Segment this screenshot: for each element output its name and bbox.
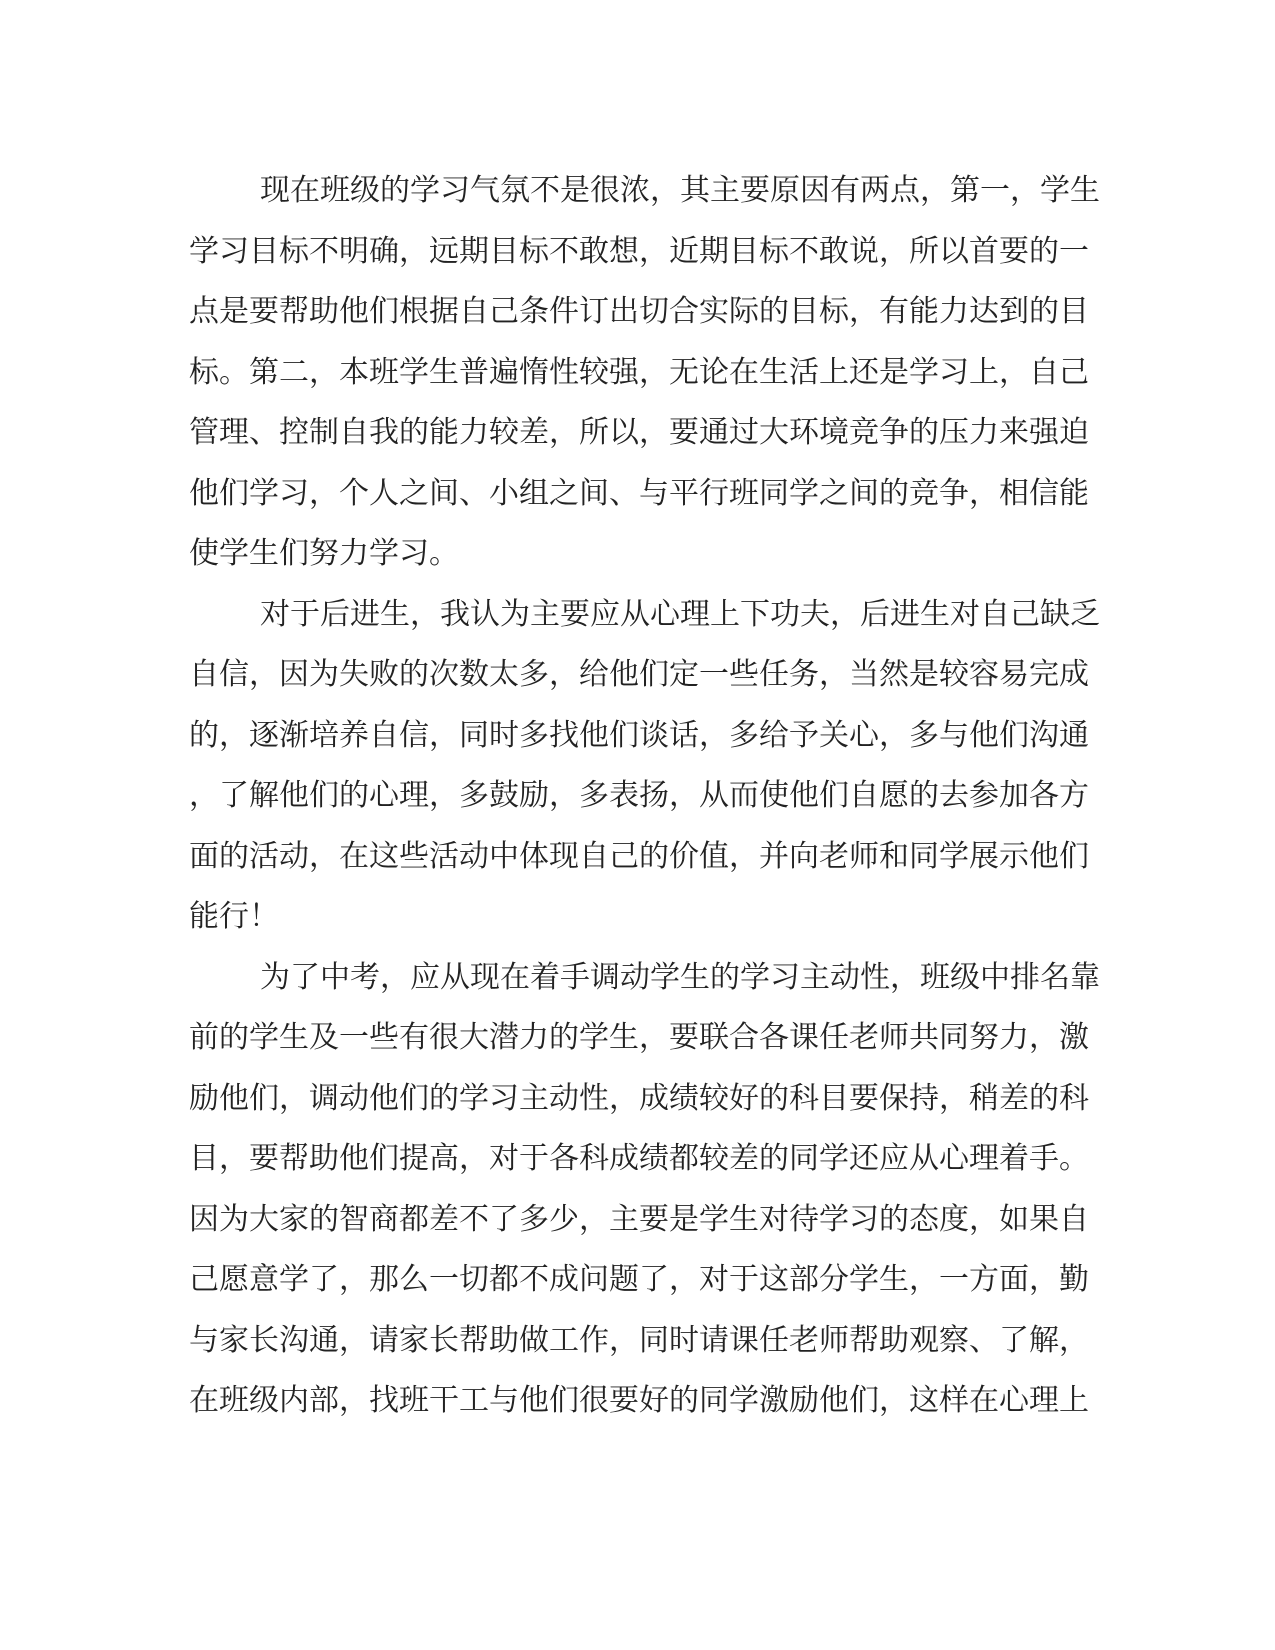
text-line: 与家长沟通，请家长帮助做工作，同时请课任老师帮助观察、了解，	[189, 1322, 1089, 1358]
text-line: 己愿意学了，那么一切都不成问题了，对于这部分学生，一方面，勤	[189, 1262, 1089, 1297]
text-line: 在班级内部，找班干工与他们很要好的同学激励他们，这样在心理上	[189, 1383, 1089, 1418]
text-line: 使学生们努力学习。	[189, 536, 459, 571]
text-line: 励他们，调动他们的学习主动性，成绩较好的科目要保持，稍差的科	[189, 1080, 1089, 1116]
text-line: 因为大家的智商都差不了多少，主要是学生对待学习的态度，如果自	[189, 1201, 1089, 1237]
text-line: 对于后进生，我认为主要应从心理上下功夫，后进生对自己缺乏	[260, 596, 1100, 632]
paragraph-1	[189, 161, 1100, 585]
text-line: 为了中考，应从现在着手调动学生的学习主动性，班级中排名靠	[260, 959, 1100, 995]
text-line: 标。第二，本班学生普遍惰性较强，无论在生活上还是学习上，自己	[189, 354, 1089, 390]
text-line: 目，要帮助他们提高，对于各科成绩都较差的同学还应从心理着手。	[189, 1141, 1089, 1176]
text-line: 点是要帮助他们根据自己条件订出切合实际的目标，有能力达到的目	[189, 294, 1089, 329]
paragraph-2	[189, 585, 1100, 948]
text-line: 面的活动，在这些活动中体现自己的价值，并向老师和同学展示他们	[189, 838, 1089, 874]
text-line: ，了解他们的心理，多鼓励，多表扬，从而使他们自愿的去参加各方	[189, 778, 1089, 813]
text-line: 管理、控制自我的能力较差，所以，要通过大环境竞争的压力来强迫	[189, 415, 1089, 450]
text-line: 能行！	[189, 899, 279, 934]
text-line: 前的学生及一些有很大潜力的学生，要联合各课任老师共同努力，激	[189, 1020, 1089, 1055]
document-body	[189, 161, 1100, 1432]
text-line: 学习目标不明确，远期目标不敢想，近期目标不敢说，所以首要的一	[189, 233, 1089, 269]
text-line: 自信，因为失败的次数太多，给他们定一些任务，当然是较容易完成	[189, 657, 1089, 692]
text-line: 他们学习，个人之间、小组之间、与平行班同学之间的竞争，相信能	[189, 475, 1089, 511]
paragraph-3	[189, 948, 1100, 1432]
text-line: 的，逐渐培养自信，同时多找他们谈话，多给予关心，多与他们沟通	[189, 717, 1089, 753]
text-line: 现在班级的学习气氛不是很浓，其主要原因有两点，第一，学生	[260, 173, 1100, 208]
